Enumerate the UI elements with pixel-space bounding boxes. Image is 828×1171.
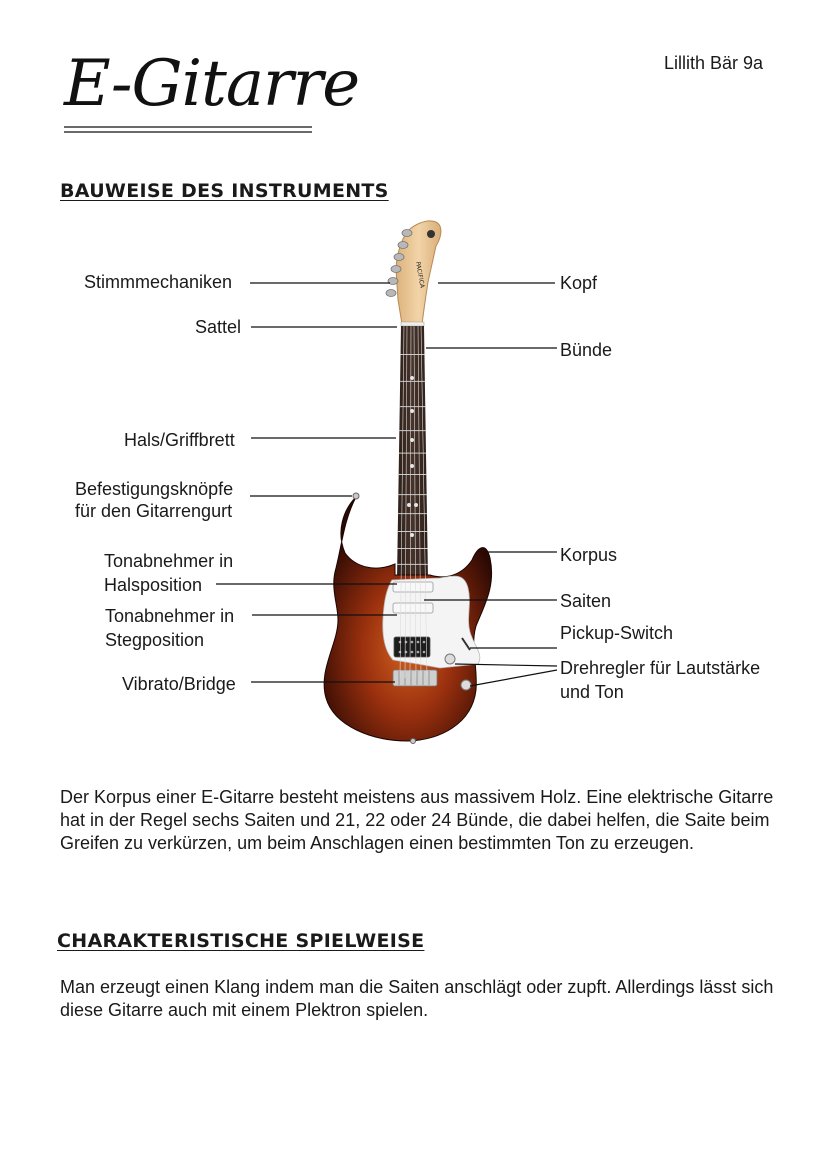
paragraph-spielweise: Man erzeugt einen Klang indem man die Saiten anschlägt oder zupft. Allerdings lässt sich diese Gitarre auch mit einem Plektron spielen. [60, 977, 774, 1020]
nut [401, 322, 424, 326]
headstock-brand: PACIFICA [414, 261, 426, 289]
label-drehregler-1: Drehregler für Lautstärke [560, 658, 761, 678]
page-title: E-Gitarre [64, 47, 360, 121]
author-name: Lillith Bär 9a [664, 53, 764, 73]
label-befestigung-1: Befestigungsknöpfe [75, 479, 234, 499]
label-tonabnehmer-hals-2: Halsposition [104, 575, 203, 595]
label-saiten: Saiten [560, 591, 612, 611]
label-kopf: Kopf [560, 273, 598, 293]
section-heading-bauweise: BAUWEISE DES INSTRUMENTS [60, 180, 389, 202]
logo-icon [427, 230, 435, 238]
label-korpus: Korpus [560, 545, 618, 565]
tone-knob [461, 680, 471, 690]
bridge-pickup [394, 637, 430, 657]
bridge [393, 670, 437, 686]
label-hals: Hals/Griffbrett [124, 430, 235, 450]
strap-button-bottom [411, 739, 416, 744]
label-stimmmechaniken: Stimmmechaniken [84, 272, 233, 292]
strap-button-top [353, 493, 359, 499]
label-befestigung-2: für den Gitarrengurt [75, 501, 233, 521]
label-tonabnehmer-steg-2: Stegposition [105, 630, 205, 650]
label-buende: Bünde [560, 340, 613, 360]
label-vibrato: Vibrato/Bridge [122, 674, 236, 694]
label-drehregler-2: und Ton [560, 682, 624, 702]
neck-pickup [393, 582, 433, 592]
label-tonabnehmer-hals-1: Tonabnehmer in [104, 551, 234, 571]
label-pickup-switch: Pickup-Switch [560, 623, 674, 643]
middle-pickup [393, 603, 433, 613]
section-heading-spielweise: CHARAKTERISTISCHE SPIELWEISE [57, 930, 425, 952]
headstock [396, 221, 441, 324]
paragraph-bauweise: Der Korpus einer E-Gitarre besteht meistens aus massivem Holz. Eine elektrische Gitarre hat in der Regel sechs Saiten und 21, 22 oder 24 Bünde, die dabei helfen, die Saite beim Greifen zu verkürzen, um beim Anschlagen einen bestimmten Ton zu erzeugen. [60, 787, 774, 853]
label-tonabnehmer-steg-1: Tonabnehmer in [105, 606, 235, 626]
volume-knob [445, 654, 455, 664]
label-sattel: Sattel [195, 317, 242, 337]
